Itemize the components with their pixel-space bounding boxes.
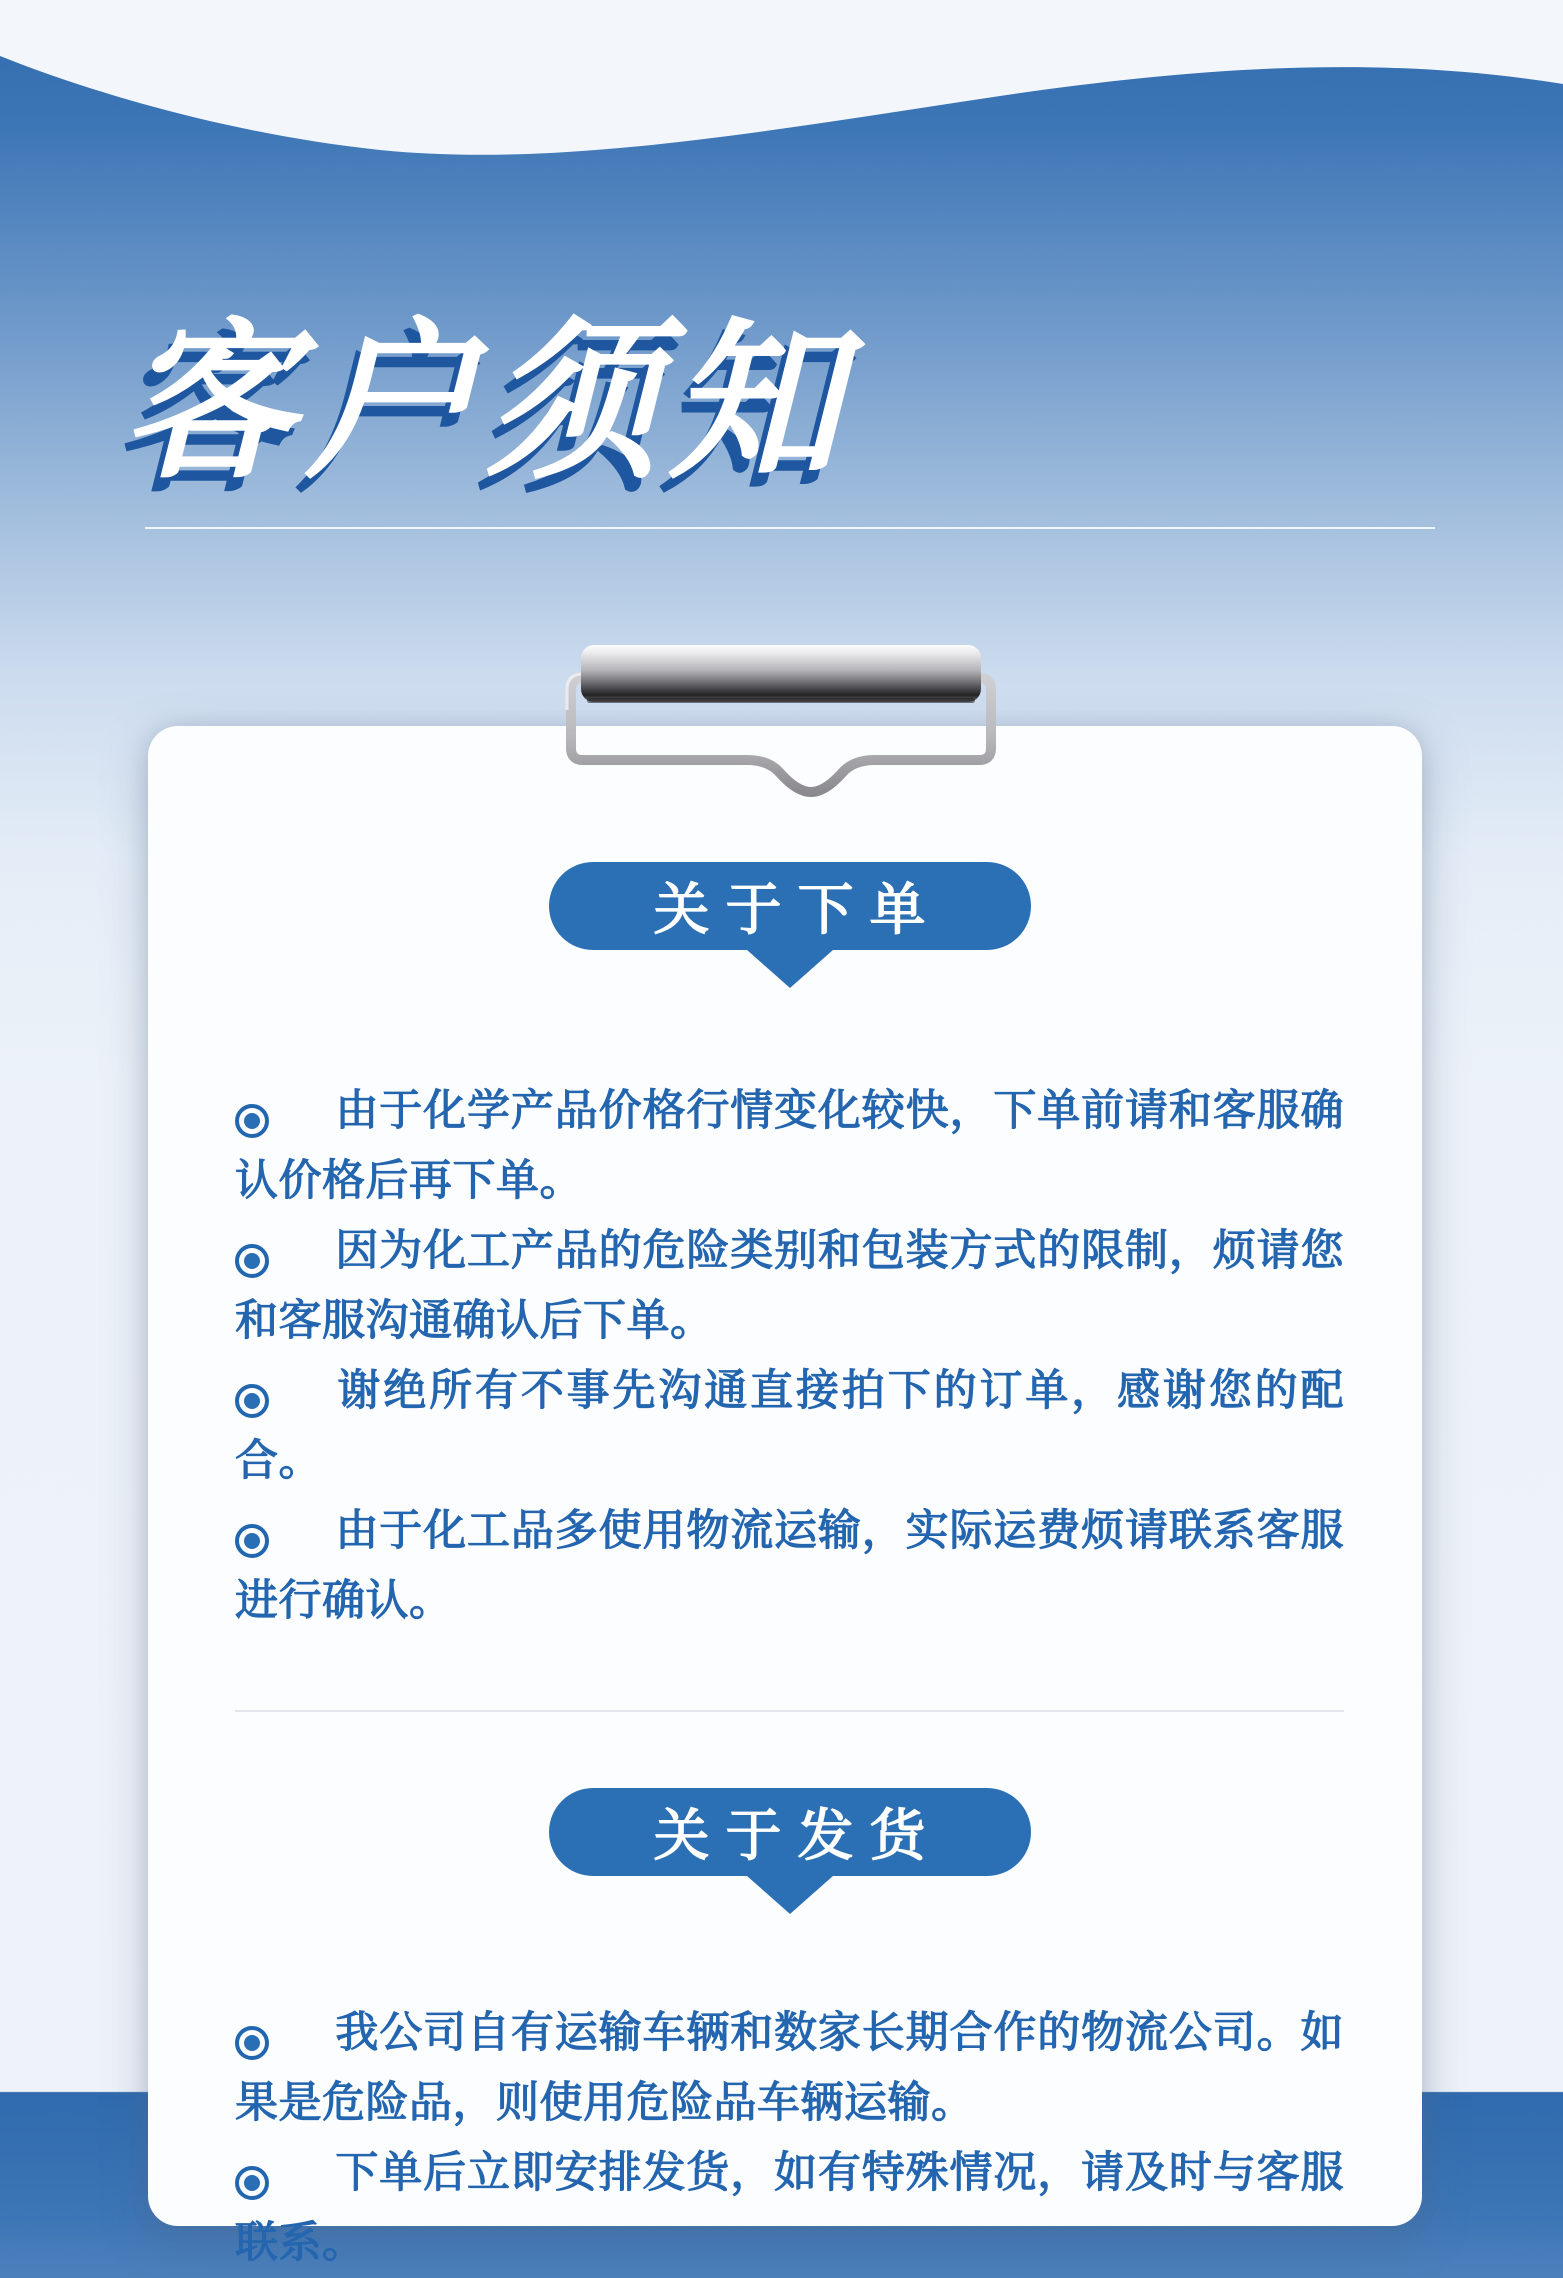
page-title: 客户须知 [122, 307, 850, 499]
section-header-shipping [549, 1788, 1031, 1914]
list-item [235, 1356, 1344, 1496]
shipping-notice-list [235, 1998, 1344, 2278]
list-item [235, 1076, 1344, 1216]
title-underline [145, 527, 1435, 529]
notice-card [148, 726, 1422, 2267]
list-item-text: 谢绝所有不事先沟通直接拍下的订单，感谢您的配合。 [235, 1367, 1344, 1485]
top-wave-decoration [0, 0, 1563, 200]
list-item-text: 由于化工品多使用物流运输，实际运费烦请联系客服进行确认。 [235, 1507, 1344, 1625]
ordering-notice-list [235, 1076, 1344, 1636]
clipboard-clip [561, 640, 1001, 805]
list-item-text: 因为化工产品的危险类别和包装方式的限制，烦请您和客服沟通确认后下单。 [235, 1227, 1344, 1345]
list-item [235, 2138, 1344, 2278]
fisheye-bullet-icon [235, 2166, 269, 2200]
list-item-text: 我公司自有运输车辆和数家长期合作的物流公司。如果是危险品，则使用危险品车辆运输。 [235, 2009, 1344, 2127]
fisheye-bullet-icon [235, 1524, 269, 1558]
section-title-shipping: 关于发货 [549, 1788, 1031, 1876]
fisheye-bullet-icon [235, 1384, 269, 1418]
section-title-ordering: 关于下单 [549, 862, 1031, 950]
list-item-text: 由于化学产品价格行情变化较快，下单前请和客服确认价格后再下单。 [235, 1087, 1344, 1205]
fisheye-bullet-icon [235, 2026, 269, 2060]
list-item [235, 1496, 1344, 1636]
fisheye-bullet-icon [235, 1104, 269, 1138]
list-item [235, 1998, 1344, 2138]
list-item-text: 下单后立即安排发货，如有特殊情况，请及时与客服联系。 [235, 2149, 1344, 2267]
fisheye-bullet-icon [235, 1244, 269, 1278]
list-item [235, 1216, 1344, 1356]
